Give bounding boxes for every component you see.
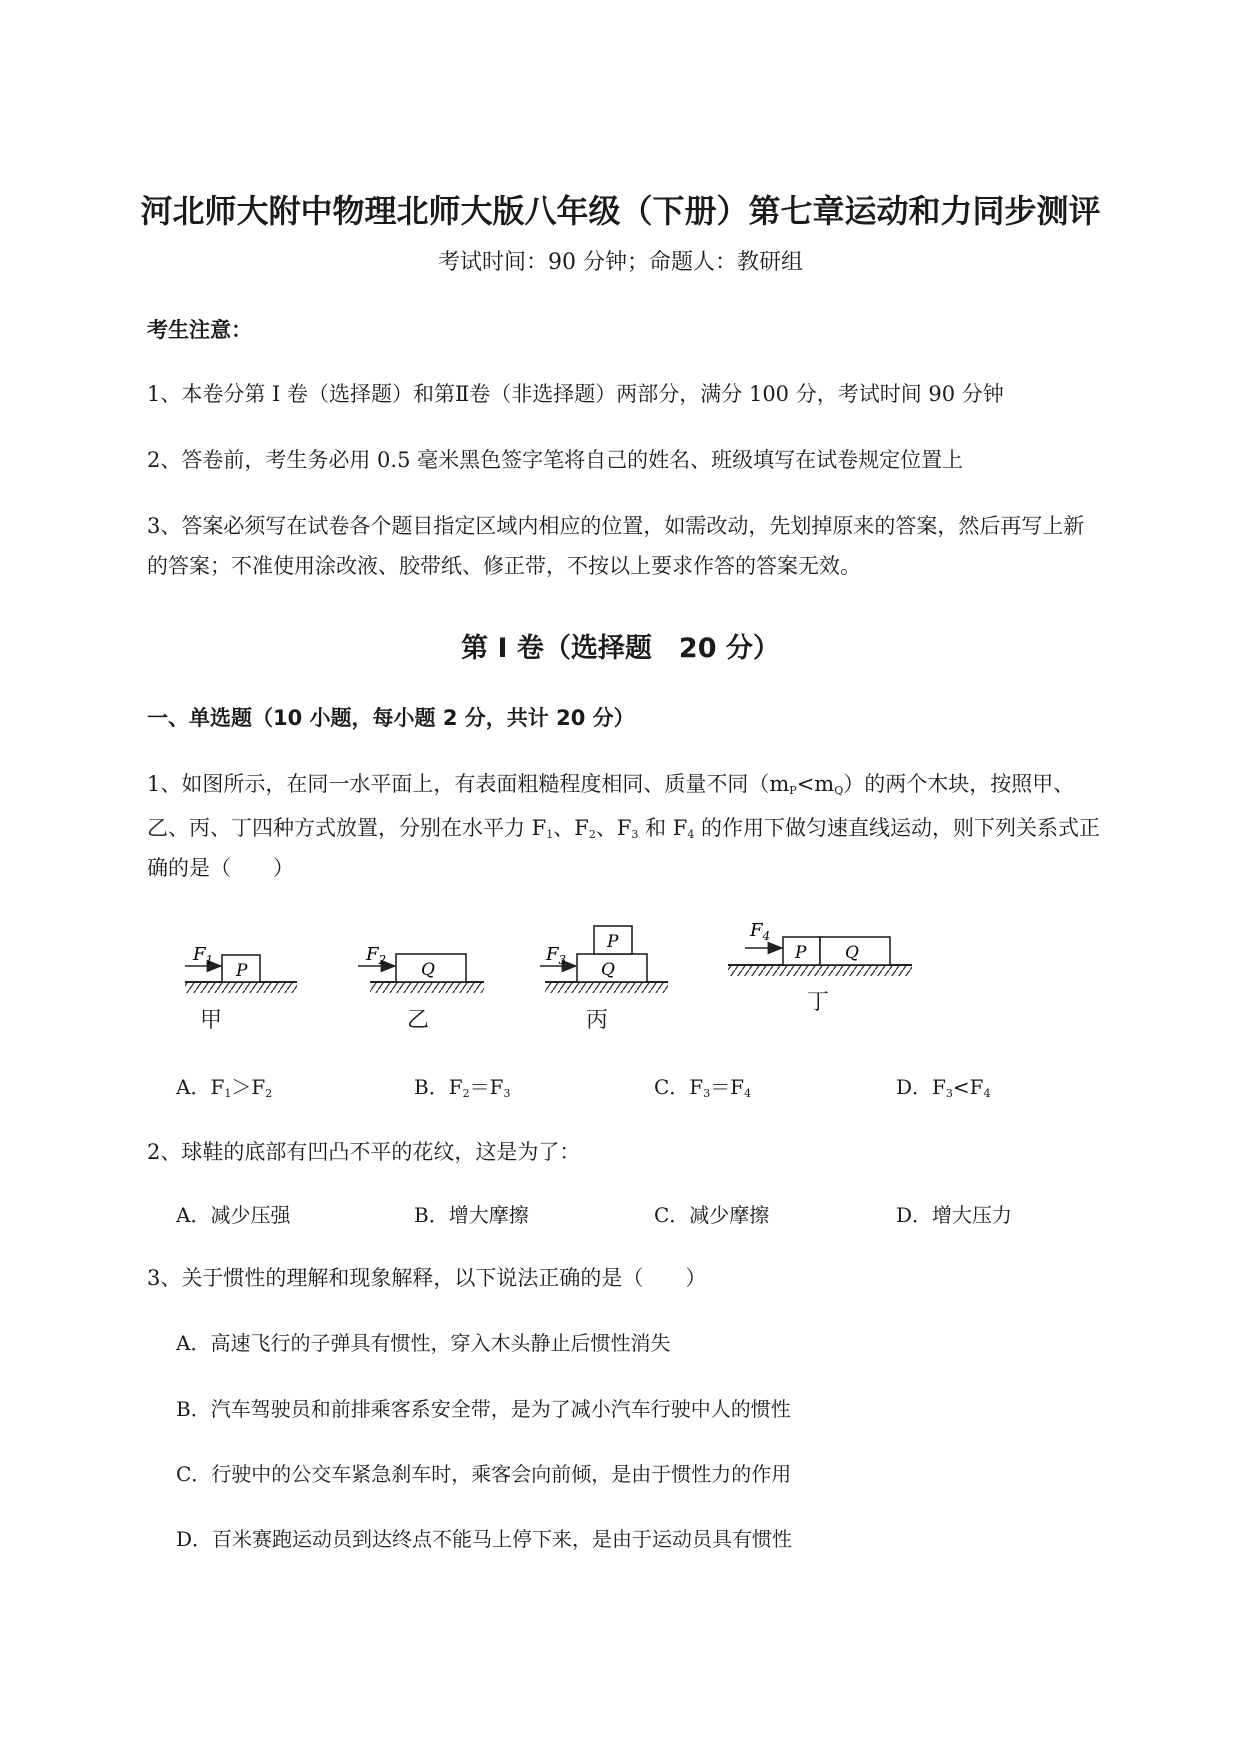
figure-yi [358,944,484,993]
figure-label-bing: 丙 [586,1008,609,1033]
q3-stem: 3、关于惯性的理解和现象解释，以下说法正确的是（ ） [147,1266,707,1290]
q2-option-c[interactable]: C．减少摩擦 [654,1203,770,1227]
section-title: 第 I 卷（选择题 20 分） [461,633,780,664]
notice-heading: 考生注意： [147,318,252,342]
force-label: $F_2$ [366,944,387,967]
q1-option-c[interactable]: C．$F_3=F_4$ [654,1075,752,1100]
notice-item-3: 3、答案必须写在试卷各个题目指定区域内相应的位置，如需改动，先划掉原来的答案，然后再写上新 [147,514,1085,538]
figure-jia [185,944,297,993]
q1-figure [0,900,1241,1050]
force-label: $F_3$ [546,944,567,967]
q2-option-b[interactable]: B．增大摩擦 [414,1203,529,1227]
q1-option-a[interactable]: A．$F_1>F_2$ [176,1075,273,1100]
figure-label-yi: 乙 [407,1008,430,1033]
exam-subtitle: 考试时间：90 分钟；命题人：教研组 [438,250,803,275]
q2-option-a[interactable]: A．减少压强 [176,1203,291,1227]
ground-hatch [545,983,668,993]
block-p-label: P [236,961,248,981]
block-q-label: Q [601,960,615,980]
q1-stem-line3: 确的是（ ） [147,856,294,880]
notice-item-3-cont: 的答案；不准使用涂改液、胶带纸、修正带，不按以上要求作答的答案无效。 [147,554,861,578]
block-q-label: Q [421,960,435,980]
q3-option-d[interactable]: D．百米赛跑运动员到达终点不能马上停下来，是由于运动员具有惯性 [176,1527,793,1551]
q1-stem-line1: 1、如图所示，在同一水平面上，有表面粗糙程度相同、质量不同$(m_P<m_Q)$的两个木块，按照甲、 [147,772,1075,797]
q3-option-c[interactable]: C．行驶中的公交车紧急刹车时，乘客会向前倾，是由于惯性力的作用 [176,1462,792,1486]
q1-stem-line2: 乙、丙、丁四种方式放置，分别在水平力 $F_1$、$F_2$、$F_3$ 和 $F_4$ 的作用下做匀速直线运动，则下列关系式正 [147,816,1101,841]
q1-option-d[interactable]: D．$F_3<F_4$ [896,1075,991,1100]
block-p-label: P [607,932,619,952]
force-label: $F_4$ [750,920,771,943]
q2-stem: 2、球鞋的底部有凹凸不平的花纹，这是为了： [147,1140,581,1164]
exam-title: 河北师大附中物理北师大版八年级（下册）第七章运动和力同步测评 [140,192,1101,230]
notice-item-1: 1、本卷分第 I 卷（选择题）和第Ⅱ卷（非选择题）两部分，满分 100 分，考试时间 90 分钟 [147,382,1004,406]
block-q-label: Q [845,943,859,963]
ground-hatch [728,966,912,976]
notice-item-2: 2、答卷前，考生务必用 0.5 毫米黑色签字笔将自己的姓名、班级填写在试卷规定位置上 [147,448,964,472]
q2-option-d[interactable]: D．增大压力 [896,1203,1013,1227]
force-label: $F_1$ [193,944,214,967]
block-p-label: P [795,943,807,963]
ground-hatch [370,983,484,993]
q3-option-b[interactable]: B．汽车驾驶员和前排乘客系安全带，是为了减小汽车行驶中人的惯性 [176,1397,791,1421]
q3-option-a[interactable]: A．高速飞行的子弹具有惯性，穿入木头静止后惯性消失 [176,1331,671,1355]
figure-bing [540,926,668,993]
q1-option-b[interactable]: B．$F_2=F_3$ [414,1075,511,1100]
figure-ding [728,920,912,976]
figure-label-jia: 甲 [200,1008,223,1033]
ground-hatch [185,983,297,993]
figure-label-ding: 丁 [807,990,830,1015]
section-subheading: 一、单选题（10 小题，每小题 2 分，共计 20 分） [147,706,635,730]
